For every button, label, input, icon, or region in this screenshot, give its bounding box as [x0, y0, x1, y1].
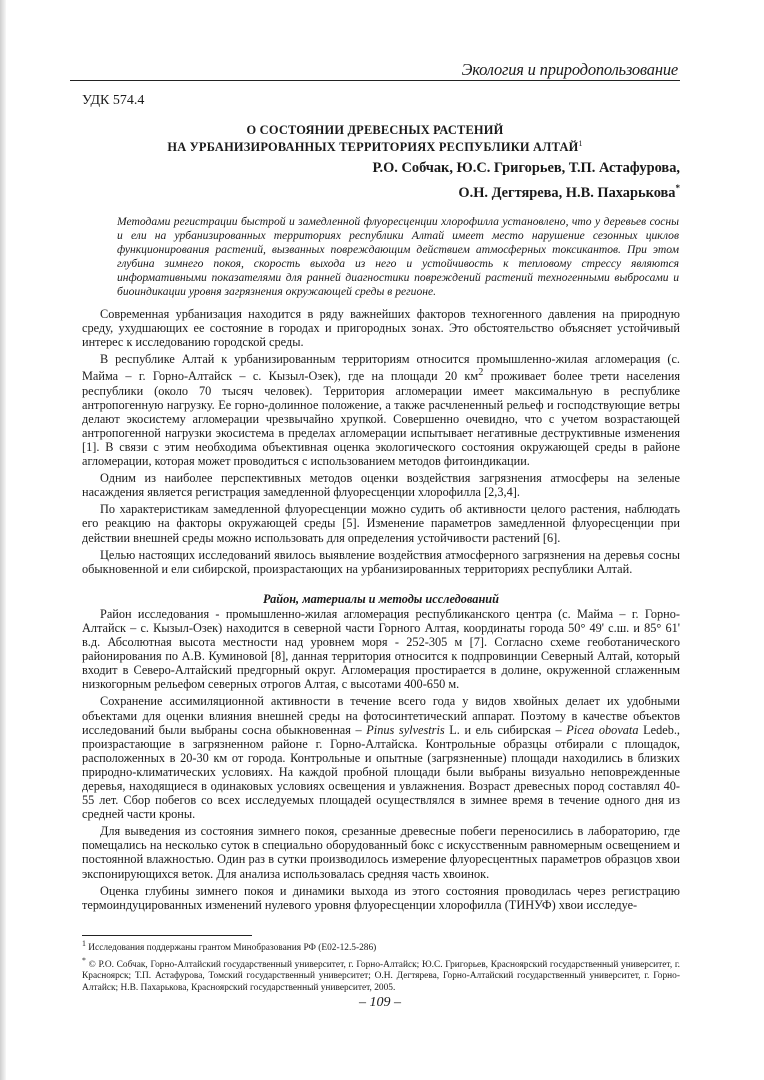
article-title: [70, 123, 680, 154]
authors-line-1: Р.О. Собчак, Ю.С. Григорьев, Т.П. Астафурова,: [372, 160, 680, 176]
footnote-1-text: Исследования поддержаны грантом Минобразования РФ (Е02-12.5-286): [85, 943, 377, 954]
title-line-2: [70, 137, 680, 154]
species-picea: Picea obovata: [566, 722, 639, 737]
authors-line-2-text: О.Н. Дегтярева, Н.В. Пахарькова: [458, 184, 676, 201]
running-head: Экология и природопользование: [461, 60, 678, 79]
footnote-1: [82, 938, 680, 955]
methods-paragraph-2: [82, 694, 680, 821]
methods-heading: Район, материалы и методы исследований: [263, 591, 499, 606]
abstract: Методами регистрации быстрой и замедленной флуоресценции хлорофилла установлено, что у деревьев сосны и ели на урбанизированных территориях республики Алтай имеет место нарушение сезонных циклов функционирования растений, вызванных повреждающим действием атмосферных токсикантов. При этом глубина зимнего покоя, скорость выхода из него и устойчивость к тепловому стрессу являются информативными показателями для ранней диагностики повреждений растений техногенными выбросами и биоиндикации уровня загрязнения окружающей среды в регионе.: [117, 215, 679, 299]
intro-p2-superscript: 2: [478, 367, 484, 379]
methods-p2-part-a: Сохранение ассимиляционной активности в течение всего года у видов хвойных делает их удобными объектами для оценки влияния внешней среды на фотосинтетический аппарат. Поэтому в качестве объектов исследований были выбраны сосна обыкновенная –: [82, 694, 680, 737]
methods-p2-part-b: L. и ель сибирская –: [444, 722, 567, 737]
footnote-2-mark: *: [82, 955, 86, 965]
footnote-1-mark: 1: [82, 939, 86, 948]
intro-paragraph-1: Современная урбанизация находится в ряду важнейших факторов техногенного давления на природную среду, ухудшающих ее состояние в городах и пригородных зонах. Это обстоятельство объясняет устойчивый интерес к исследованию городской среды.: [82, 307, 680, 350]
article-body: [82, 307, 680, 915]
intro-p2-part-b: проживает более трети населения республики (около 70 тысяч человек). Территория агломерации имеет максимальную в республике антропогенную нагрузку. Ее горно-долинное положение, а также расчлененный рельеф и господствующие ветры делают экосистему агломерации чрезвычайно хрупкой. Совершенно очевидно, что с учетом возрастающей антропогенной нагрузки экосистема в пределах агломерации испытывает негативные деструктивные изменения [1]. В связи с этим необходима объективная оценка экологического состояния окружающей среды в районе агломерации, которая может проводиться с использованием методов фитоиндикации.: [82, 369, 680, 469]
authors-mark: *: [675, 183, 680, 193]
footnotes: [82, 938, 680, 995]
title-line-1: О СОСТОЯНИИ ДРЕВЕСНЫХ РАСТЕНИЙ: [246, 123, 504, 137]
intro-paragraph-2: [82, 352, 680, 468]
footnote-rule: [82, 935, 252, 936]
scan-edge-shadow: [0, 0, 6, 1080]
footnote-2: [82, 955, 680, 995]
methods-paragraph-4: Оценка глубины зимнего покоя и динамики выхода из этого состояния проводилась через регистрацию термоиндуцированных изменений нулевого уровня флуоресценции хлорофилла (ТИНУФ) хвои исследуе-: [82, 883, 680, 912]
intro-paragraph-5: Целью настоящих исследований явилось выявление воздействия атмосферного загрязнения на деревья сосны обыкновенной и ели сибирской, произрастающих на урбанизированных территориях республики Алтай.: [82, 547, 680, 576]
footnote-2-text: © Р.О. Собчак, Горно-Алтайский государственный университет, г. Горно-Алтайск; Ю.С. Григорьев, Красноярский государственный университет, г. Красноярск; Т.П. Астафурова, Томский государственный университет; О.Н. Дегтярева, Горно-Алтайский государственный университет, г. Горно-Алтайск; Н.В. Пахарькова, Красноярский государственный университет, 2005.: [82, 959, 680, 994]
header-rule: [70, 80, 680, 81]
intro-p2-part-a: В республике Алтай к урбанизированным территориям относится промышленно-жилая агломерация (с. Майма – г. Горно-Алтайск – с. Кызыл-Озек), где на площади 20 км: [82, 352, 680, 384]
methods-p2-part-c: Ledeb., произрастающие в загрязненном районе г. Горно-Алтайска. Контрольные образцы отбирали с площадок, расположенных в 20-30 км от города. Контрольные и опытные (загрязненные) площади находились в близких природно-климатических условиях. На каждой пробной площади были выбраны визуально неповрежденные деревья, находящиеся в одинаковых условиях освещения и увлажнения. Возраст древесных пород составлял 40-55 лет. Сбор побегов со всех исследуемых площадей осуществлялся в зимнее время в течение одного дня из средней части кроны.: [82, 722, 680, 822]
methods-paragraph-1: Район исследования - промышленно-жилая агломерация республиканского центра (с. Майма – г. Горно-Алтайск – с. Кызыл-Озек) находится в северной части Горного Алтая, координаты города 50° 49' с.ш. и 85° 61' в.д. Абсолютная высота местности над уровнем моря - 252-305 м [7]. Согласно схеме геоботанического районирования по А.В. Куминовой [8], данная территория относится к подпровинции Северный Алтай, который входит в Северо-Алтайский предгорный округ. Агломерация простирается в долине, окруженной сглаженным низкогорным рельефом северных отрогов Алтая, с высотами 400-650 м.: [82, 606, 680, 692]
title-footnote-mark: 1: [578, 139, 583, 148]
title-line-2-text: НА УРБАНИЗИРОВАННЫХ ТЕРРИТОРИЯХ РЕСПУБЛИКИ АЛТАЙ: [167, 140, 579, 155]
authors-line-2: [260, 178, 680, 203]
intro-paragraph-4: По характеристикам замедленной флуоресценции можно судить об активности целого растения, наблюдать его реакцию на факторы окружающей среды [5]. Изменение параметров замедленной флуоресценции при действии внешней среды можно использовать для определения устойчивости растений [6].: [82, 502, 680, 545]
page-number: – 109 –: [359, 995, 401, 1010]
author-list: [260, 158, 680, 203]
udk-code: УДК 574.4: [82, 93, 145, 108]
intro-paragraph-3: Одним из наиболее перспективных методов оценки воздействия загрязнения атмосферы на зеленые насаждения является регистрация замедленной флуоресценции хлорофилла [2,3,4].: [82, 471, 680, 500]
species-pinus: Pinus sylvestris: [366, 722, 445, 737]
methods-paragraph-3: Для выведения из состояния зимнего покоя, срезанные древесные побеги переносились в лабораторию, где помещались на несколько суток в специально оборудованный бокс с искусственным равномерным освещением и постоянной влажностью. Один раз в сутки производилось измерение флуоресцентных параметров образцов хвои экспонирующихся веток. Для анализа использовалась средняя часть хвоинок.: [82, 824, 680, 881]
